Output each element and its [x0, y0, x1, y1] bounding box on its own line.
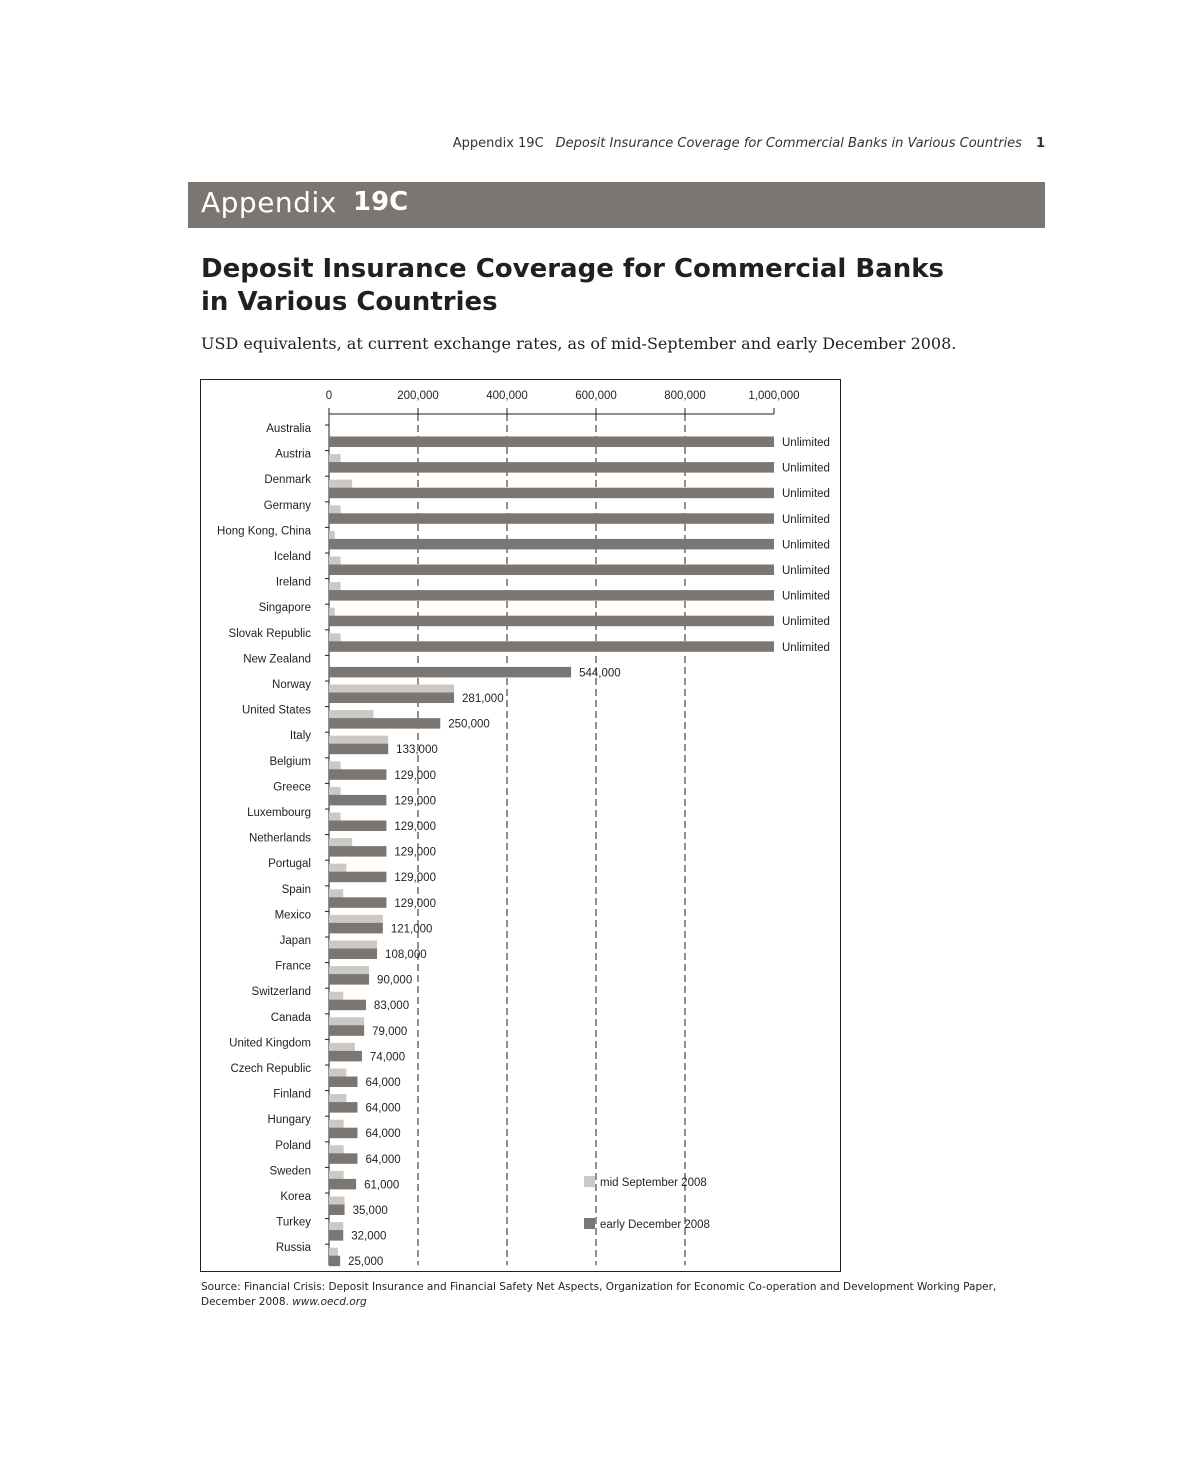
category-label: Austria: [275, 448, 311, 461]
data-label: Unlimited: [782, 590, 830, 603]
legend-swatch-mid-september: [584, 1176, 595, 1187]
bar-early-december: [329, 769, 386, 780]
bar-early-december: [329, 923, 383, 934]
data-label: 25,000: [348, 1256, 384, 1269]
category-label: Slovak Republic: [228, 627, 311, 640]
data-label: 129,000: [394, 846, 436, 859]
appendix-label: Appendix: [201, 186, 337, 219]
bar-early-december: [329, 1153, 357, 1164]
bar-early-december: [329, 616, 774, 627]
data-label: 83,000: [373, 1000, 410, 1013]
data-label: Unlimited: [782, 565, 830, 577]
data-label: 129,000: [394, 795, 436, 808]
bar-early-december: [329, 539, 774, 550]
data-label: 133,000: [396, 744, 438, 757]
data-label: 90,000: [377, 974, 413, 987]
category-label: Poland: [275, 1139, 311, 1152]
x-tick-label: 600,000: [575, 390, 617, 402]
bar-early-december: [329, 974, 369, 985]
category-label: Italy: [289, 730, 311, 743]
category-label: Netherlands: [248, 832, 311, 845]
page-number: 1: [1035, 136, 1045, 151]
category-label: Hungary: [267, 1114, 311, 1127]
legend-swatch-early-december: [584, 1218, 595, 1229]
category-label: Russia: [275, 1242, 311, 1255]
x-tick-label: 400,000: [486, 390, 528, 402]
bar-early-december: [329, 513, 774, 524]
category-label: Norway: [272, 679, 311, 691]
data-label: 64,000: [365, 1102, 401, 1115]
bar-early-december: [329, 949, 377, 960]
data-label: 32,000: [351, 1230, 387, 1243]
data-label: 129,000: [394, 872, 436, 885]
data-label: Unlimited: [782, 616, 830, 629]
category-label: Mexico: [274, 909, 311, 922]
category-label: Switzerland: [251, 986, 311, 999]
legend-label-early-december: early December 2008: [600, 1219, 710, 1231]
bar-early-december: [329, 1179, 356, 1190]
data-label: 64,000: [365, 1077, 401, 1089]
data-label: 64,000: [365, 1153, 401, 1166]
category-label: Canada: [270, 1011, 311, 1024]
category-label: Czech Republic: [230, 1063, 311, 1075]
category-label: Australia: [266, 423, 311, 435]
bar-early-december: [329, 1205, 345, 1216]
data-label: 129,000: [394, 769, 436, 782]
appendix-banner: [188, 182, 1045, 228]
x-tick-label: 0: [325, 390, 333, 402]
category-label: Greece: [273, 781, 311, 794]
bar-early-december: [329, 846, 386, 857]
data-label: Unlimited: [782, 488, 830, 501]
legend-label-mid-september: mid September 2008: [600, 1177, 707, 1189]
bar-early-december: [329, 821, 386, 832]
running-head-title: Deposit Insurance Coverage for Commercial Banks in Various Countries: [555, 136, 1022, 151]
bar-early-december: [329, 897, 386, 908]
category-label: Hong Kong, China: [217, 525, 311, 538]
data-label: 79,000: [372, 1025, 408, 1038]
x-tick-label: 1,000,000: [748, 390, 800, 402]
bar-early-december: [329, 462, 774, 473]
data-label: Unlimited: [782, 437, 830, 449]
data-label: 281,000: [462, 693, 504, 705]
category-label: Turkey: [276, 1216, 311, 1229]
data-label: 108,000: [385, 949, 427, 961]
bar-early-december: [329, 718, 440, 729]
bar-early-december: [329, 437, 774, 448]
category-label: New Zealand: [243, 653, 311, 666]
data-label: Unlimited: [782, 513, 830, 526]
bar-early-december: [329, 1230, 343, 1241]
data-label: 61,000: [364, 1179, 400, 1192]
bar-early-december: [329, 565, 774, 576]
bar-early-december: [329, 1000, 366, 1011]
category-label: France: [275, 960, 311, 973]
page-title: [201, 253, 1001, 319]
source-note: [201, 1280, 1047, 1310]
category-label: Belgium: [269, 755, 311, 768]
bar-early-december: [329, 744, 388, 755]
bar-early-december: [329, 1077, 357, 1088]
category-label: Luxembourg: [247, 807, 311, 819]
data-label: Unlimited: [782, 539, 830, 552]
bar-early-december: [329, 1025, 364, 1036]
running-head: [0, 136, 1045, 151]
category-label: Japan: [279, 935, 311, 947]
page-title-line-1: Deposit Insurance Coverage for Commercial Banks: [201, 254, 944, 284]
bar-early-december: [329, 641, 774, 652]
source-url: www.oecd.org: [292, 1296, 367, 1308]
category-label: Germany: [263, 499, 311, 512]
bar-early-december: [329, 1102, 357, 1113]
source-text: Source: Financial Crisis: Deposit Insurance and Financial Safety Net Aspects, Organization for Economic Co-operation and Development Working Paper, December 2008.: [201, 1281, 997, 1308]
chart-frame: [200, 379, 841, 1272]
x-tick-label: 800,000: [664, 390, 706, 402]
bar-early-december: [329, 1128, 357, 1139]
category-label: Finland: [273, 1088, 311, 1101]
data-label: Unlimited: [782, 462, 830, 475]
page-title-line-2: in Various Countries: [201, 287, 498, 317]
data-label: 129,000: [394, 897, 436, 910]
bar-early-december: [329, 1256, 340, 1267]
bar-early-december: [329, 795, 386, 806]
data-label: 129,000: [394, 821, 436, 833]
category-label: Sweden: [269, 1165, 311, 1178]
category-label: Singapore: [258, 602, 311, 615]
running-head-appendix: Appendix 19C: [452, 136, 544, 151]
bar-early-december: [329, 488, 774, 499]
category-label: Ireland: [275, 576, 311, 589]
data-label: 121,000: [390, 923, 433, 936]
data-label: 544,000: [579, 667, 621, 680]
x-tick-label: 200,000: [397, 390, 439, 402]
category-label: Portugal: [268, 858, 311, 871]
bar-early-december: [329, 872, 386, 883]
data-label: 74,000: [369, 1051, 406, 1064]
category-label: Denmark: [264, 474, 311, 487]
category-label: United States: [241, 704, 311, 717]
category-label: Korea: [280, 1191, 311, 1203]
data-label: 64,000: [365, 1128, 401, 1141]
data-label: 35,000: [352, 1205, 388, 1217]
data-label: Unlimited: [782, 641, 830, 654]
appendix-number: 19C: [353, 187, 409, 217]
category-label: Iceland: [273, 551, 311, 563]
category-label: Spain: [281, 883, 311, 896]
bar-early-december: [329, 693, 454, 704]
category-label: United Kingdom: [229, 1037, 311, 1050]
page-subtitle: USD equivalents, at current exchange rates, as of mid-September and early December 2008.: [201, 334, 957, 353]
bar-early-december: [329, 667, 571, 678]
bar-chart: [201, 380, 842, 1273]
bar-early-december: [329, 590, 774, 601]
bar-early-december: [329, 1051, 362, 1062]
data-label: 250,000: [448, 718, 490, 731]
